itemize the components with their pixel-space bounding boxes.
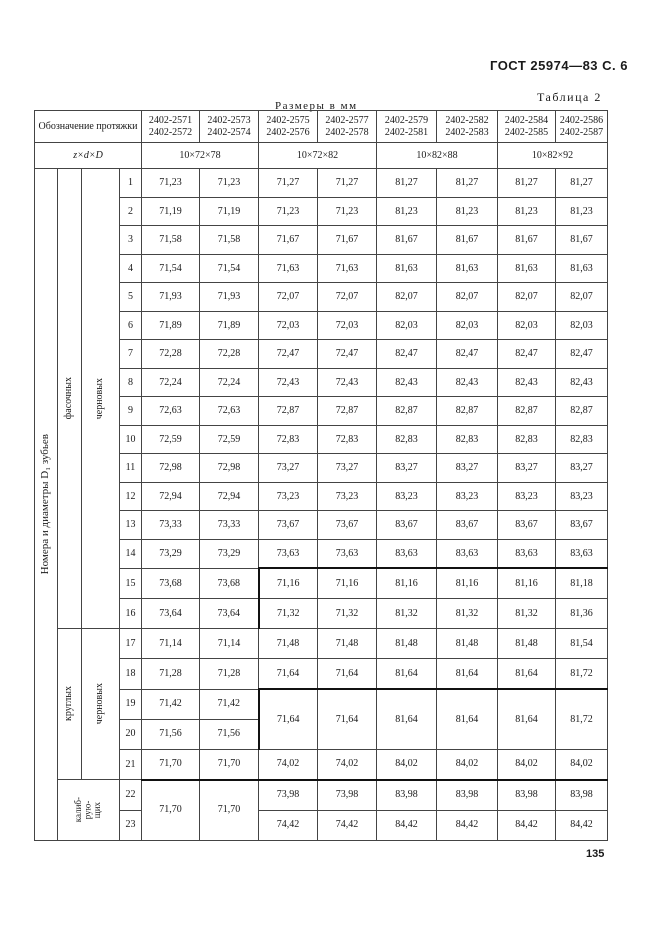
value-cell: 73,98 [318,780,377,811]
value-cell: 81,27 [498,169,556,198]
value-cell: 81,64 [498,659,556,690]
value-cell: 71,67 [259,226,318,255]
table-row [35,454,608,483]
value-cell: 81,27 [377,169,437,198]
row-number: 22 [120,780,142,811]
value-cell: 81,32 [437,599,498,629]
value-cell: 81,16 [498,568,556,599]
table-row [35,659,608,690]
designation-code: 2402-2573 [207,115,251,127]
value-cell: 71,70 [200,749,259,780]
value-cell: 71,54 [200,254,259,283]
value-cell: 81,18 [556,568,608,599]
value-cell: 82,87 [556,397,608,426]
designation-code: 2402-2582 [445,115,489,127]
value-cell: 73,29 [200,539,259,568]
value-cell: 71,70 [142,780,200,841]
table-row [35,629,608,659]
value-cell: 71,70 [142,749,200,780]
value-cell: 73,68 [142,568,200,599]
row-number: 9 [120,397,142,426]
value-cell: 82,47 [556,340,608,369]
value-cell: 81,23 [377,197,437,226]
value-cell: 71,28 [142,659,200,690]
table-row [35,689,608,719]
designation-cell [377,111,437,143]
value-cell: 81,23 [556,197,608,226]
gost-title: ГОСТ 25974—83 С. 6 [490,58,628,73]
row-number: 11 [120,454,142,483]
row-number: 3 [120,226,142,255]
value-cell: 73,68 [200,568,259,599]
value-cell: 81,48 [498,629,556,659]
value-cell: 81,27 [556,169,608,198]
row-number: 6 [120,311,142,340]
table-row [35,511,608,540]
designation-code: 2402-2574 [207,126,251,138]
size-cell: 10×72×78 [142,143,259,169]
page-number: 135 [586,848,605,860]
value-cell: 71,48 [318,629,377,659]
value-cell: 71,32 [318,599,377,629]
value-cell: 81,23 [437,197,498,226]
value-cell: 82,47 [437,340,498,369]
value-cell: 82,03 [377,311,437,340]
value-cell: 82,07 [437,283,498,312]
sub-kalib-text: калиб- рую- щих [73,797,103,823]
table-row [35,810,608,840]
table-row [35,599,608,629]
value-cell: 71,93 [142,283,200,312]
value-cell: 83,63 [437,539,498,568]
sub-chernovyh [82,629,120,780]
value-cell: 83,63 [377,539,437,568]
value-cell: 74,42 [318,810,377,840]
table-row [35,749,608,780]
value-cell: 81,64 [437,659,498,690]
value-cell: 84,42 [437,810,498,840]
row-number: 15 [120,568,142,599]
value-cell: 83,23 [377,482,437,511]
value-cell: 83,67 [377,511,437,540]
value-cell: 81,64 [498,689,556,749]
row-number: 8 [120,368,142,397]
designation-code: 2402-2572 [148,126,193,138]
designation-code: 2402-2585 [504,126,549,138]
value-cell: 71,70 [200,780,259,841]
value-cell: 84,02 [377,749,437,780]
value-cell: 81,23 [498,197,556,226]
value-cell: 72,47 [318,340,377,369]
value-cell: 71,58 [200,226,259,255]
value-cell: 81,63 [377,254,437,283]
designation-code: 2402-2581 [384,126,429,138]
value-cell: 83,67 [498,511,556,540]
value-cell: 72,24 [200,368,259,397]
value-cell: 71,19 [200,197,259,226]
value-cell: 72,63 [200,397,259,426]
size-cell: 10×82×88 [377,143,498,169]
designation-code: 2402-2575 [266,115,310,127]
row-number: 16 [120,599,142,629]
designation-code: 2402-2584 [504,115,549,127]
value-cell: 72,28 [200,340,259,369]
dimensions-table [34,110,608,841]
value-cell: 73,27 [259,454,318,483]
value-cell: 83,63 [556,539,608,568]
row-number: 13 [120,511,142,540]
value-cell: 71,32 [259,599,318,629]
value-cell: 71,93 [200,283,259,312]
value-cell: 73,64 [200,599,259,629]
value-cell: 82,83 [556,425,608,454]
value-cell: 83,27 [437,454,498,483]
value-cell: 83,27 [556,454,608,483]
sub-chernovyh-text: черновых [94,377,106,420]
table-row [35,780,608,811]
value-cell: 72,98 [200,454,259,483]
row-number: 10 [120,425,142,454]
value-cell: 81,63 [498,254,556,283]
designation-code: 2402-2586 [559,115,604,127]
row-number: 1 [120,169,142,198]
table-row [35,368,608,397]
value-cell: 71,64 [259,689,318,749]
row-number: 18 [120,659,142,690]
value-cell: 84,02 [437,749,498,780]
value-cell: 83,27 [498,454,556,483]
value-cell: 71,23 [200,169,259,198]
value-cell: 81,64 [437,689,498,749]
value-cell: 83,67 [437,511,498,540]
value-cell: 73,29 [142,539,200,568]
designation-code: 2402-2571 [148,115,193,127]
designation-code: 2402-2579 [384,115,429,127]
value-cell: 72,24 [142,368,200,397]
table-row [35,397,608,426]
table-row [35,197,608,226]
value-cell: 83,27 [377,454,437,483]
value-cell: 71,28 [200,659,259,690]
value-cell: 73,64 [142,599,200,629]
value-cell: 81,54 [556,629,608,659]
value-cell: 82,43 [437,368,498,397]
value-cell: 81,67 [377,226,437,255]
left-axis-label [35,169,58,841]
zdd-label: z×d×D [35,143,142,169]
value-cell: 82,43 [556,368,608,397]
row-number: 5 [120,283,142,312]
designation-code: 2402-2577 [325,115,369,127]
designation-code: 2402-2587 [559,126,604,138]
size-cell: 10×82×92 [498,143,608,169]
value-cell: 83,23 [556,482,608,511]
designation-cell [556,111,608,143]
value-cell: 81,63 [556,254,608,283]
value-cell: 71,89 [200,311,259,340]
value-cell: 82,83 [498,425,556,454]
value-cell: 72,94 [142,482,200,511]
value-cell: 81,32 [377,599,437,629]
group-kruglyh [58,629,82,780]
value-cell: 82,87 [498,397,556,426]
designation-code: 2402-2576 [266,126,310,138]
group-kruglyh-text: круглых [63,686,75,722]
units-label: Размеры в мм [275,100,358,112]
value-cell: 71,64 [259,659,318,690]
table-row [35,283,608,312]
value-cell: 74,42 [259,810,318,840]
value-cell: 73,63 [318,539,377,568]
value-cell: 81,16 [377,568,437,599]
value-cell: 71,27 [318,169,377,198]
value-cell: 74,02 [259,749,318,780]
value-cell: 73,33 [200,511,259,540]
value-cell: 83,23 [437,482,498,511]
value-cell: 84,42 [556,810,608,840]
value-cell: 82,07 [377,283,437,312]
value-cell: 71,56 [142,719,200,749]
value-cell: 73,33 [142,511,200,540]
size-cell: 10×72×82 [259,143,377,169]
sub-chernovyh-text: черновых [94,683,106,725]
value-cell: 73,67 [318,511,377,540]
value-cell: 71,42 [142,689,200,719]
row-number: 12 [120,482,142,511]
row-number: 2 [120,197,142,226]
value-cell: 81,67 [498,226,556,255]
value-cell: 71,23 [142,169,200,198]
value-cell: 81,63 [437,254,498,283]
value-cell: 82,87 [437,397,498,426]
value-cell: 81,64 [377,689,437,749]
value-cell: 72,47 [259,340,318,369]
value-cell: 72,83 [318,425,377,454]
value-cell: 82,07 [498,283,556,312]
row-number: 7 [120,340,142,369]
value-cell: 74,02 [318,749,377,780]
value-cell: 71,16 [318,568,377,599]
value-cell: 81,48 [377,629,437,659]
table-row [35,226,608,255]
value-cell: 72,43 [318,368,377,397]
value-cell: 83,98 [377,780,437,811]
value-cell: 82,43 [377,368,437,397]
value-cell: 73,27 [318,454,377,483]
value-cell: 82,03 [437,311,498,340]
table-label: Таблица 2 [537,90,602,104]
value-cell: 82,47 [498,340,556,369]
value-cell: 72,07 [259,283,318,312]
value-cell: 72,87 [259,397,318,426]
table-row [35,425,608,454]
value-cell: 73,67 [259,511,318,540]
value-cell: 82,03 [556,311,608,340]
value-cell: 72,59 [142,425,200,454]
table-row [35,539,608,568]
designation-cell [259,111,318,143]
value-cell: 71,63 [259,254,318,283]
value-cell: 73,23 [259,482,318,511]
value-cell: 82,47 [377,340,437,369]
designation-code: 2402-2578 [325,126,369,138]
value-cell: 71,23 [259,197,318,226]
value-cell: 81,36 [556,599,608,629]
value-cell: 81,72 [556,659,608,690]
row-number: 14 [120,539,142,568]
row-number: 19 [120,689,142,719]
value-cell: 73,98 [259,780,318,811]
value-cell: 71,64 [318,659,377,690]
value-cell: 71,19 [142,197,200,226]
value-cell: 71,16 [259,568,318,599]
value-cell: 72,59 [200,425,259,454]
designation-cell [142,111,200,143]
value-cell: 71,63 [318,254,377,283]
row-number: 23 [120,810,142,840]
value-cell: 81,48 [437,629,498,659]
value-cell: 83,63 [498,539,556,568]
value-cell: 83,67 [556,511,608,540]
sub-kalib [58,780,120,841]
value-cell: 72,43 [259,368,318,397]
designation-cell [200,111,259,143]
value-cell: 71,48 [259,629,318,659]
value-cell: 71,89 [142,311,200,340]
designation-code: 2402-2583 [445,126,489,138]
value-cell: 73,63 [259,539,318,568]
value-cell: 71,67 [318,226,377,255]
sub-chernovyh [82,169,120,629]
value-cell: 72,87 [318,397,377,426]
value-cell: 71,58 [142,226,200,255]
row-number: 21 [120,749,142,780]
value-cell: 82,43 [498,368,556,397]
designation-cell [498,111,556,143]
value-cell: 72,94 [200,482,259,511]
value-cell: 72,03 [318,311,377,340]
group-fasochnyh [58,169,82,629]
value-cell: 72,28 [142,340,200,369]
designation-cell [318,111,377,143]
value-cell: 81,67 [556,226,608,255]
row-number: 17 [120,629,142,659]
row-number: 4 [120,254,142,283]
value-cell: 71,14 [200,629,259,659]
value-cell: 72,07 [318,283,377,312]
designation-cell [437,111,498,143]
value-cell: 72,03 [259,311,318,340]
table-row [35,482,608,511]
value-cell: 72,63 [142,397,200,426]
value-cell: 73,23 [318,482,377,511]
value-cell: 81,67 [437,226,498,255]
value-cell: 71,14 [142,629,200,659]
value-cell: 84,02 [498,749,556,780]
table-row [35,311,608,340]
value-cell: 82,07 [556,283,608,312]
value-cell: 84,42 [498,810,556,840]
value-cell: 82,83 [437,425,498,454]
value-cell: 83,98 [556,780,608,811]
group-fasochnyh-text: фасочных [63,377,75,420]
value-cell: 72,83 [259,425,318,454]
value-cell: 83,23 [498,482,556,511]
table-row [35,340,608,369]
value-cell: 82,83 [377,425,437,454]
value-cell: 83,98 [437,780,498,811]
value-cell: 84,02 [556,749,608,780]
row-number: 20 [120,719,142,749]
value-cell: 81,16 [437,568,498,599]
value-cell: 83,98 [498,780,556,811]
value-cell: 71,23 [318,197,377,226]
value-cell: 81,32 [498,599,556,629]
value-cell: 71,42 [200,689,259,719]
value-cell: 71,64 [318,689,377,749]
left-axis-label-text: Номера и диаметры D₁ зубьев [39,434,52,575]
designation-label: Обозначение протяжки [35,111,142,143]
table-row [35,568,608,599]
table-row [35,169,608,198]
value-cell: 81,72 [556,689,608,749]
value-cell: 81,27 [437,169,498,198]
value-cell: 82,03 [498,311,556,340]
table-row [35,254,608,283]
value-cell: 82,87 [377,397,437,426]
value-cell: 71,54 [142,254,200,283]
value-cell: 81,64 [377,659,437,690]
value-cell: 72,98 [142,454,200,483]
value-cell: 71,56 [200,719,259,749]
value-cell: 84,42 [377,810,437,840]
value-cell: 71,27 [259,169,318,198]
